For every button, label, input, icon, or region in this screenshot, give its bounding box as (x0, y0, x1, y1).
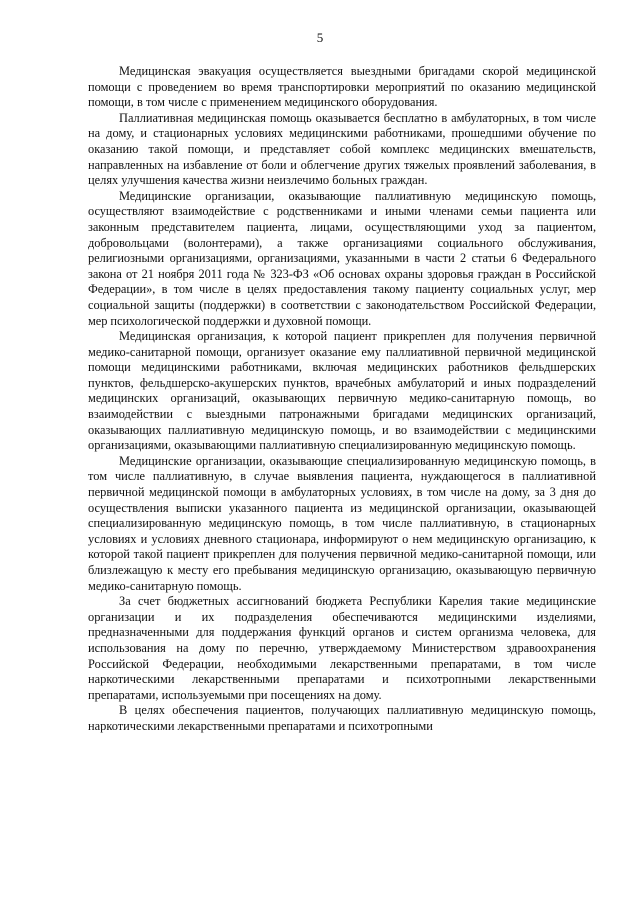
paragraph-narcotic-provision: В целях обеспечения пациентов, получающих паллиативную медицинскую помощь, наркотическими лекарственными препаратами и психотропными (88, 703, 596, 733)
paragraph-palliative-care: Паллиативная медицинская помощь оказывается бесплатно в амбулаторных, в том числе на дому, и стационарных условиях медицинскими работниками, прошедшими обучение по оказанию такой помощи, и представляет собой комплекс медицинских вмешательств, направленных на избавление от боли и облегчение других тяжелых проявлений заболевания, в целях улучшения качества жизни неизлечимо больных граждан. (88, 110, 596, 188)
document-body (88, 64, 596, 735)
paragraph-primary-care: Медицинская организация, к которой пациент прикреплен для получения первичной медико-санитарной помощи, организует оказание ему паллиативной первичной медицинской помощи медицинскими работниками, включая медицинских работников фельдшерских пунктов, фельдшерско-акушерских пунктов, врачебных амбулаторий и иных подразделений медицинских организаций, оказывающих первичную медико-санитарную помощь, во взаимодействии с выездными патронажными бригадами медицинских организаций, оказывающих паллиативную медицинскую помощь, и во взаимодействии с медицинскими организациями, оказывающими паллиативную специализированную медицинскую помощь. (88, 329, 596, 453)
paragraph-interaction: Медицинские организации, оказывающие паллиативную медицинскую помощь, осуществляют взаимодействие с родственниками и иными членами семьи пациента или законным представителем пациента, лицами, осуществляющими уход за пациентом, добровольцами (волонтерами), а также организациями социального обслуживания, религиозными организациями, организациями, указанными в части 2 статьи 6 Федерального закона от 21 ноября 2011 года № 323-ФЗ «Об основах охраны здоровья граждан в Российской Федерации», в том числе в целях предоставления такому пациенту социальных услуг, мер социальной защиты (поддержки) в соответствии с законодательством Российской Федерации, мер психологической поддержки и духовной помощи. (88, 188, 596, 328)
page-number: 5 (316, 30, 324, 45)
paragraph-budget-funding: За счет бюджетных ассигнований бюджета Республики Карелия такие медицинские организации и их подразделения обеспечиваются медицинскими изделиями, предназначенными для поддержания функций органов и систем организма человека, для использования на дому по перечню, утверждаемому Министерством здравоохранения Российской Федерации, необходимыми лекарственными препаратами, в том числе наркотическими лекарственными препаратами и психотропными лекарственными препаратами, используемыми при посещениях на дому. (88, 594, 596, 702)
paragraph-specialized-care: Медицинские организации, оказывающие специализированную медицинскую помощь, в том числе паллиативную, в случае выявления пациента, нуждающегося в паллиативной первичной медицинской помощи в амбулаторных условиях, в том числе на дому, за 3 дня до осуществления выписки указанного пациента из медицинской организации, оказывающей специализированную медицинскую помощь, в том числе паллиативную, в стационарных условиях и условиях дневного стационара, информируют о нем медицинскую организацию, к которой такой пациент прикреплен для получения первичной медико-санитарной помощи, или близлежащую к месту его пребывания медицинскую организацию, оказывающую первичную медико-санитарную помощь. (88, 453, 596, 593)
paragraph-medical-evacuation: Медицинская эвакуация осуществляется выездными бригадами скорой медицинской помощи с проведением во время транспортировки мероприятий по оказанию медицинской помощи, в том числе с применением медицинского оборудования. (88, 64, 596, 110)
